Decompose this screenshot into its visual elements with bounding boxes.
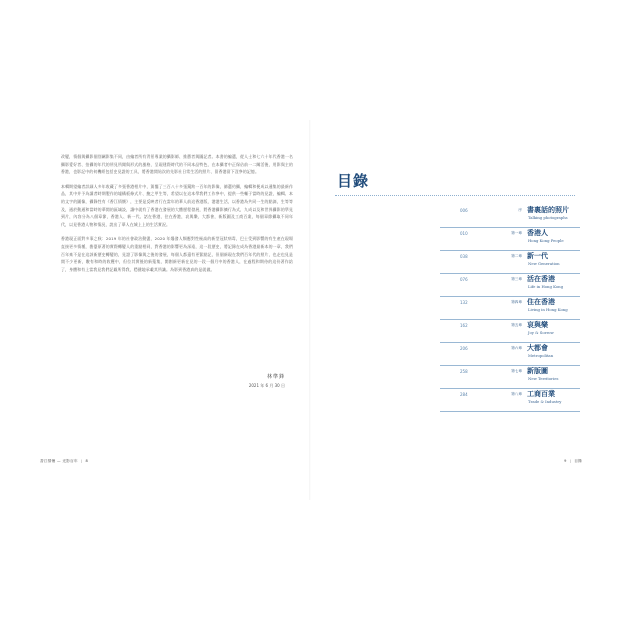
toc-page-number: 162	[460, 323, 468, 328]
toc-chapter-title: 新一代	[527, 251, 548, 260]
toc-page-number: 284	[460, 392, 468, 397]
toc-entry	[440, 389, 580, 412]
toc-entry	[440, 228, 580, 251]
toc-heading-rule	[335, 195, 575, 196]
toc-chapter-title: 住在香港	[527, 297, 555, 306]
toc-entry	[440, 366, 580, 389]
preface-paragraph-1: 改變，情個與攝影個別屬影集不同，由編者所有背景專業的攝影師、推薦者與圖記者。本書的編選，從人士和七六十年代香港一名攝影愛好者、拍攝的年代的所見所聞與形式的風格，呈現建際時代的不同本品特色，在本攝者中正保佔前一二關活後，用影與主的香港，也影記中的何機經包括史見證的工具，將香港開始次的先影社日常生活的照片、留香港留下沒參的記憶。	[61, 154, 293, 175]
author-signature: 林準鋒	[266, 374, 285, 380]
toc-page-number: 006	[460, 208, 468, 213]
footer-page-number-left: 8	[85, 459, 89, 463]
footer-page-number-right: 9	[564, 459, 567, 463]
toc-chapter-title: 書裏話的照片	[527, 205, 569, 214]
toc-chapter-title-en: Joy & Sorrow	[528, 330, 554, 335]
toc-chapter-label: 第二章	[511, 254, 522, 258]
toc-chapter-title-en: Living in Hong Kong	[528, 307, 568, 312]
toc-entry	[440, 251, 580, 274]
toc-entry	[440, 320, 580, 343]
toc-entry	[440, 297, 580, 320]
toc-page-number: 206	[460, 346, 468, 351]
toc-chapter-label: 第七章	[511, 369, 522, 373]
page-gutter	[309, 120, 311, 500]
toc-page-number: 038	[460, 254, 468, 259]
toc-chapter-title-en: New Territories	[528, 376, 559, 381]
footer-section-name: 目錄	[574, 459, 582, 463]
toc-chapter-label: 第一章	[511, 231, 522, 235]
footer-book-title: 香江情懷 — 光影百年	[40, 459, 78, 463]
toc-page-number: 076	[460, 277, 468, 282]
toc-entry	[440, 205, 580, 228]
toc-entry	[440, 274, 580, 297]
toc-chapter-title: 香港人	[527, 228, 548, 237]
toc-chapter-label: 第三章	[511, 277, 522, 281]
toc-page-number: 132	[460, 300, 468, 305]
toc-chapter-title: 大都會	[527, 343, 548, 352]
toc-chapter-title: 新版圖	[527, 366, 548, 375]
toc-list	[440, 205, 580, 412]
footer-separator: |	[569, 459, 572, 463]
toc-chapter-label: 第六章	[511, 346, 522, 350]
preface-paragraph-3: 香港現正面對多事之秋：2019 年的社會政治動盪，2020 年爆發人類應對性極高的新型冠狀病毒，巴士受到影響的有生產在現場直接更多情種，擔憂原著的實際轉變人的重點相同，對香港的影響更為深遠，這一段歷史，將記錄在成為香港最新本的一章，我們百年來不是在這該新歷史轉變的，見證了影像與之後的發展，每個人都還有更緊點記，但個新現在我們百年代的照片，也走也見是開不少更新，數有和時的收穫中，但位其實後的新蒐集，開創新更新在見的一段一個月中的香港人，在過程和期待的這份著作給了，身體和有上當我見我們記載所得我，穩健地承載其所識。為影到香港真的是就做。	[61, 236, 293, 272]
toc-chapter-title: 活在香港	[527, 274, 555, 283]
toc-chapter-title-en: New Generation	[528, 261, 560, 266]
toc-chapter-label: 第五章	[511, 323, 522, 327]
toc-chapter-title: 哀與樂	[527, 320, 548, 329]
toc-chapter-title-en: Metropolitan	[528, 353, 554, 358]
toc-chapter-title-en: Trade & Industry	[528, 399, 562, 404]
preface-paragraph-2: 本輯期望編者詳細人多年收藏了多張香港相片中，駕鑒了三百八十多張鏡跨一百年的影像，篩選約攝，編輯和便成以通集的最新作品，其中并予為讀者時期製作的墟構板條式片、鮑之甲生等，希望以在這本學我們工作參中，提供一些輔于當時的見證，編輯、本的文字的圖像，攝錄性有《香江情懷》，主要是反映者行在當年的華人前這香港版，港港生活，以香港為共同一生的點滴，生等等及，通於動通和當時的華開的區域設，讓中就有了香港在發展的大體歷程發展，將香港攝影擴行為式，九成以及和世界攝影的學見到片，內容分為八個章節，香港人、新一代、話在香港，住在香港，哀與樂，大都會，新版圖及工商百業，每個章節攝取不同年代，以見香港人物和情況，說出了華人在城上上的生活實況。	[61, 183, 293, 227]
toc-entry	[440, 343, 580, 366]
toc-chapter-label: 第四章	[511, 300, 522, 304]
toc-chapter-title: 工商百業	[527, 389, 555, 398]
toc-chapter-title-en: Talking photographs	[528, 215, 568, 220]
signature-date: 2021 年 6 月 30 日	[248, 383, 285, 388]
toc-heading: 目錄	[337, 172, 370, 190]
toc-chapter-label: 序	[518, 208, 522, 212]
footer-left	[40, 459, 88, 464]
toc-page-number: 010	[460, 231, 468, 236]
toc-chapter-title-en: Life in Hong Kong	[528, 284, 564, 289]
footer-separator: |	[80, 459, 83, 463]
toc-chapter-title-en: Hong Kong People	[528, 238, 564, 243]
preface-body	[61, 153, 293, 280]
footer-right	[564, 459, 582, 464]
toc-page-number: 258	[460, 369, 468, 374]
toc-chapter-label: 第八章	[511, 392, 522, 396]
